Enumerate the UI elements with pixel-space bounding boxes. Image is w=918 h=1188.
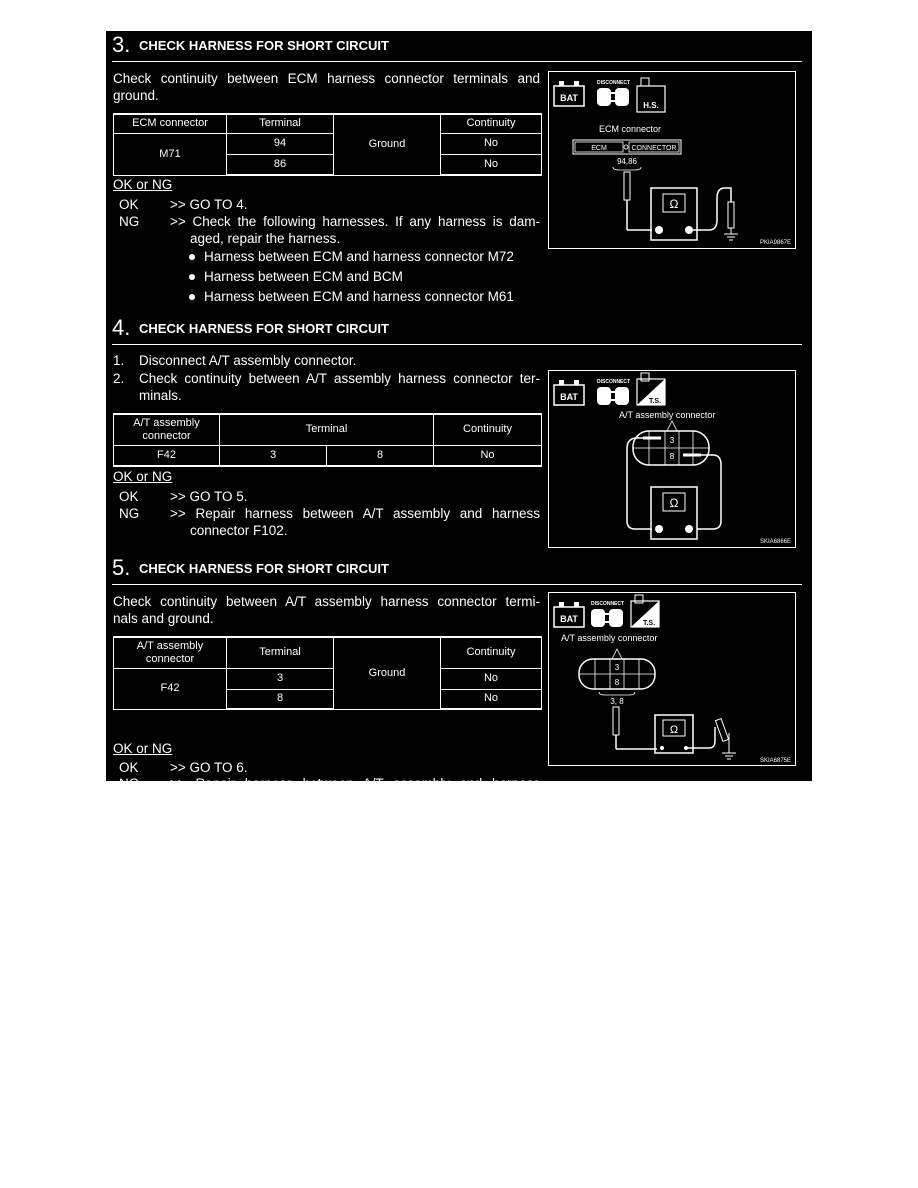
section-5-ok-action: >> GO TO 6.: [170, 760, 248, 775]
document-panel: [106, 31, 812, 807]
ohm-symbol: Ω: [669, 197, 679, 211]
disconnect-icon: [597, 379, 630, 405]
section-4-step1-number: 1.: [113, 353, 125, 368]
pin-a-label: 3: [669, 436, 675, 445]
table-header: Terminal: [227, 637, 334, 668]
table-cell-terminal: 8: [327, 445, 434, 466]
bat-label: BAT: [560, 614, 578, 624]
section-3-ok-ng: OK or NG: [113, 177, 173, 192]
ohm-symbol: Ω: [669, 724, 679, 736]
figure-connector-label: ECM connector: [599, 124, 662, 134]
bat-label: BAT: [560, 392, 578, 402]
table-cell-connector: F42: [114, 668, 227, 709]
figure-connector-label: A/T assembly connector: [619, 410, 716, 420]
section-3-bullet-3: Harness between ECM and harness connector M61: [204, 289, 514, 304]
section-4-ok-action: >> GO TO 5.: [170, 489, 248, 504]
mode-label: H.S.: [643, 101, 659, 110]
section-5-intro-line1: Check continuity between A/T assembly harness connector termi-: [113, 594, 540, 609]
table-header: Continuity: [441, 114, 542, 133]
section-4-step1: Disconnect A/T assembly connector.: [139, 353, 357, 368]
at-connector-ground-diagram: [549, 593, 795, 765]
ecm-continuity-diagram: [549, 72, 795, 248]
table-cell-terminal: 8: [227, 689, 334, 709]
section-3-title: CHECK HARNESS FOR SHORT CIRCUIT: [139, 38, 389, 53]
table-cell-continuity: No: [441, 689, 542, 709]
mode-label: T.S.: [648, 398, 662, 405]
table-cell-ground: Ground: [334, 637, 441, 709]
disconnect-label: DISCONNECT: [597, 379, 631, 385]
terminals-label: 94,86: [616, 157, 638, 166]
section-4-ok-label: OK: [119, 489, 139, 504]
section-5-ng-label: NG: [119, 776, 140, 791]
section-3-number: 3.: [112, 32, 131, 57]
connector-box-label: CONNECTOR: [631, 145, 677, 152]
bullet-icon: [189, 274, 195, 280]
at-connector-continuity-diagram: [549, 371, 795, 547]
table-header: ECM connector: [114, 114, 227, 133]
section-4-title: CHECK HARNESS FOR SHORT CIRCUIT: [139, 321, 389, 336]
section-5-number: 5.: [112, 555, 131, 580]
table-header: Continuity: [434, 414, 542, 445]
section-4-step2-line1: Check continuity between A/T assembly harness connector ter-: [139, 371, 540, 386]
table-cell-continuity: No: [441, 668, 542, 689]
pin-b-label: 8: [614, 678, 620, 687]
section-3-ng-label: NG: [119, 214, 140, 229]
section-4-number: 4.: [112, 315, 131, 340]
disconnect-label: DISCONNECT: [597, 80, 631, 86]
terminal-side-icon: [637, 373, 665, 405]
figure-code: SKIA6866E: [759, 539, 791, 545]
bat-label: BAT: [560, 93, 578, 103]
harness-side-icon: [637, 78, 665, 112]
battery-icon: [554, 602, 584, 627]
section-3-table: [113, 113, 542, 176]
figure-code: SKIA6875E: [759, 758, 791, 764]
section-4-ng-action-line1: >> Repair harness between A/T assembly and harness: [170, 506, 540, 521]
table-header: Terminal: [220, 414, 434, 445]
section-5-title: CHECK HARNESS FOR SHORT CIRCUIT: [139, 561, 389, 576]
section-3-bullet-1: Harness between ECM and harness connector M72: [204, 249, 514, 264]
section-4-ok-ng: OK or NG: [113, 469, 173, 484]
section-5-header: [112, 554, 802, 585]
section-4-table: [113, 413, 542, 467]
section-5: [106, 554, 812, 807]
section-3-ng-action-line2: aged, repair the harness.: [190, 231, 341, 246]
section-5-ng-action-line2: connector F102.: [190, 792, 288, 807]
table-cell-continuity: No: [441, 133, 542, 154]
section-3-ng-action-line1: >> Check the following harnesses. If any harness is dam-: [170, 214, 540, 229]
bullet-icon: [189, 254, 195, 260]
section-5-figure: [548, 592, 796, 766]
section-3-header: [112, 31, 802, 62]
section-4-figure: [548, 370, 796, 548]
battery-icon: [554, 380, 584, 405]
section-4-ng-action-line2: connector F102.: [190, 523, 288, 538]
section-4-step2-line2: minals.: [139, 388, 182, 403]
section-5-ok-ng: OK or NG: [113, 741, 173, 756]
section-3-ok-action: >> GO TO 4.: [170, 197, 248, 212]
table-cell-terminal: 3: [227, 668, 334, 689]
section-3-ok-label: OK: [119, 197, 139, 212]
ecm-label: ECM: [591, 145, 607, 152]
table-cell-terminal: 3: [220, 445, 327, 466]
section-4-step2-number: 2.: [113, 371, 125, 386]
table-cell-terminal: 86: [227, 154, 334, 175]
terminal-side-icon: [631, 595, 659, 627]
table-cell-terminal: 94: [227, 133, 334, 154]
figure-connector-label: A/T assembly connector: [561, 633, 658, 643]
pin-a-label: 3: [614, 663, 620, 672]
disconnect-icon: [591, 601, 624, 627]
section-5-table: [113, 636, 542, 710]
table-header: A/T assembly connector: [114, 637, 227, 668]
table-header: Continuity: [441, 637, 542, 668]
table-header: Terminal: [227, 114, 334, 133]
section-5-ok-label: OK: [119, 760, 139, 775]
section-4-header: [112, 314, 802, 345]
table-header: A/T assembly connector: [114, 414, 220, 445]
section-3-intro-line2: ground.: [113, 88, 159, 103]
disconnect-icon: [597, 80, 630, 106]
section-3-intro-line1: Check continuity between ECM harness connector terminals and: [113, 71, 540, 86]
pin-b-label: 8: [669, 452, 675, 461]
disconnect-label: DISCONNECT: [591, 601, 625, 607]
section-5-ng-action-line1: >> Repair harness between A/T assembly and harness: [170, 776, 540, 791]
table-cell-continuity: No: [434, 445, 542, 466]
section-3: [106, 31, 812, 314]
mode-label: T.S.: [642, 620, 656, 627]
section-3-figure: [548, 71, 796, 249]
section-5-intro-line2: nals and ground.: [113, 611, 214, 626]
battery-icon: [554, 81, 584, 106]
table-cell-connector: M71: [114, 133, 227, 175]
table-cell-ground: Ground: [334, 114, 441, 175]
ohm-symbol: Ω: [669, 496, 679, 510]
terminals-label: 3, 8: [610, 697, 624, 706]
table-cell-connector: F42: [114, 445, 220, 466]
section-4: [106, 314, 812, 554]
figure-code: PKIA9867E: [759, 240, 791, 246]
section-3-bullet-2: Harness between ECM and BCM: [204, 269, 403, 284]
table-cell-continuity: No: [441, 154, 542, 175]
bullet-icon: [189, 294, 195, 300]
section-4-ng-label: NG: [119, 506, 140, 521]
